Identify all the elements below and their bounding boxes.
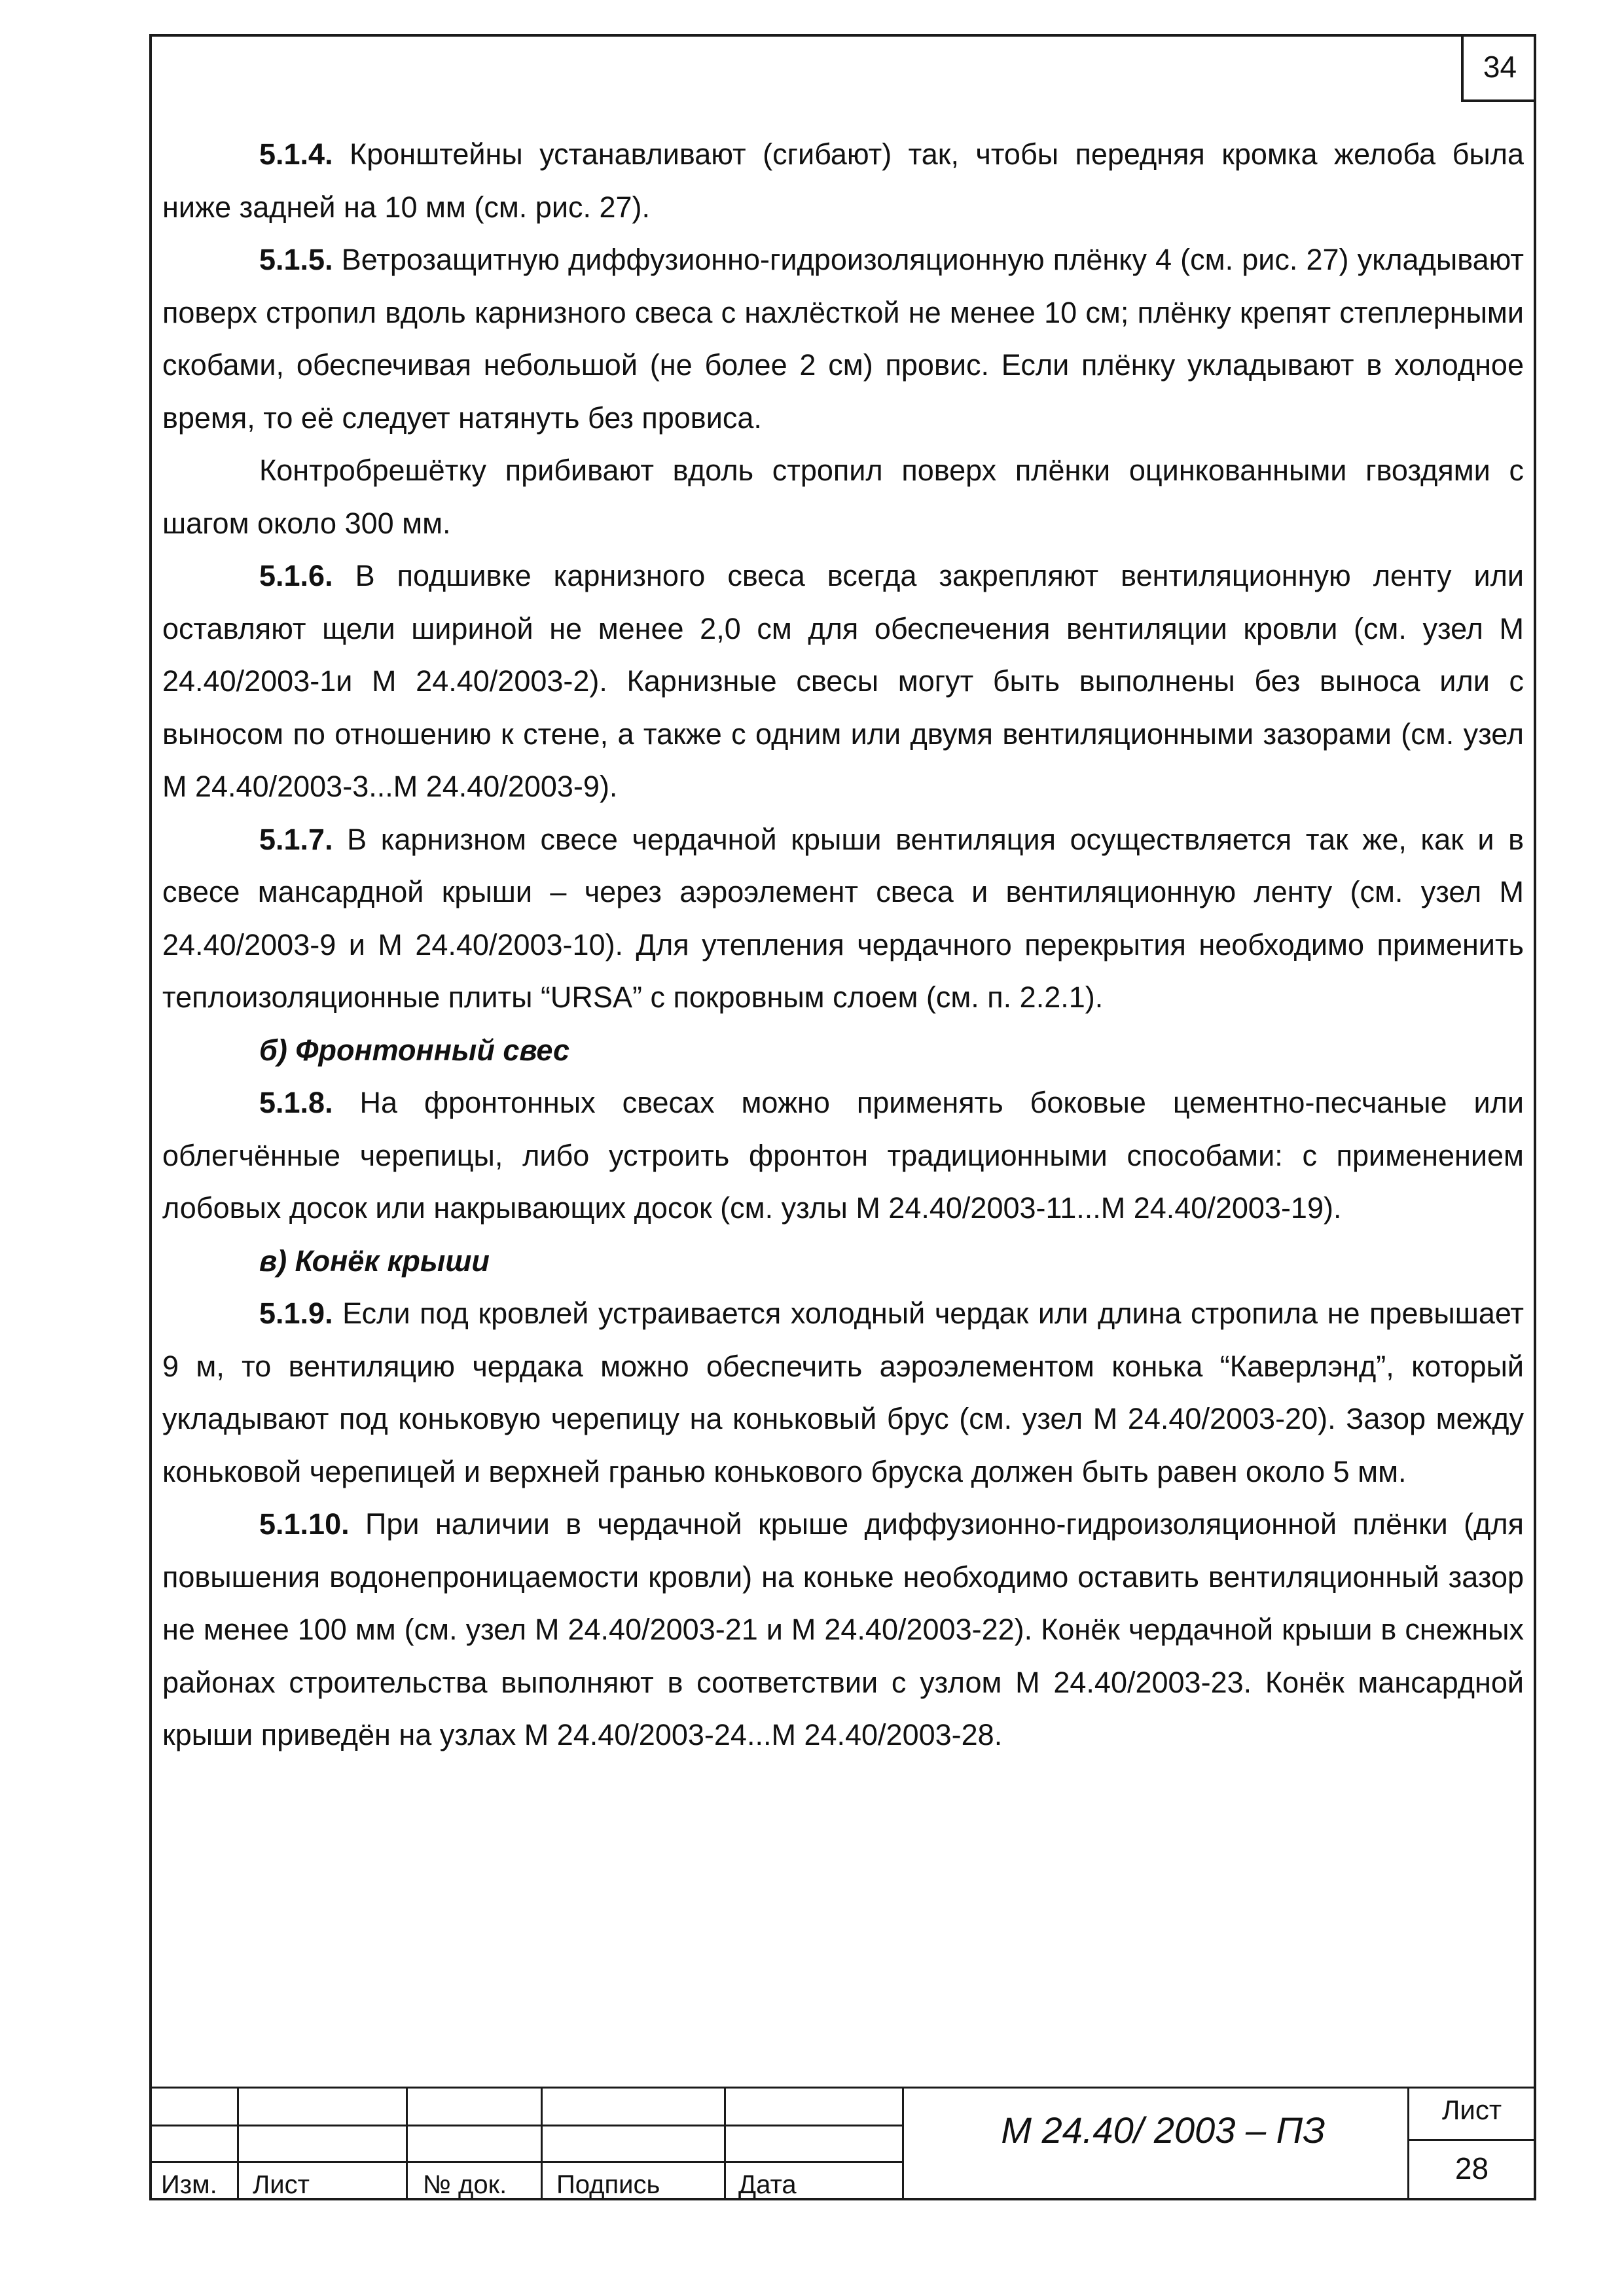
clause-number: 5.1.4.: [259, 137, 333, 171]
title-block-col-list: Лист: [253, 2170, 310, 2199]
subheading-text: б) Фронтонный свес: [259, 1033, 570, 1067]
paragraph: [162, 444, 1524, 550]
title-block-col-izm: Изм.: [161, 2170, 217, 2199]
sheet-number: 28: [1454, 2151, 1489, 2185]
paragraph-text: На фронтонных свесах можно применять боковые цементно-песчаные или облегчённые черепицы, либо устроить фронтон традиционными способами: с применением лобовых досок или накрывающих досок (см. узлы М 24.40/2003-11...М 24.40/2003-19).: [162, 1086, 1524, 1225]
clause-number: 5.1.7.: [259, 822, 333, 856]
paragraph: [162, 1077, 1524, 1235]
paragraph: [162, 1498, 1524, 1762]
title-block-col-signature: Подпись: [556, 2170, 660, 2199]
paragraph-text: Ветрозащитную диффузионно-гидроизоляционную плёнку 4 (см. рис. 27) укладывают поверх стропил вдоль карнизного свеса с нахлёсткой не менее 10 см; плёнку крепят степлерными скобами, обеспечивая небольшой (не более 2 см) провис. Если плёнку укладывают в холодное время, то её следует натянуть без провиса.: [162, 243, 1524, 435]
clause-number: 5.1.9.: [259, 1297, 333, 1330]
paragraph: [162, 814, 1524, 1024]
paragraph-text: Контробрешётку прибивают вдоль стропил поверх плёнки оцинкованными гвоздями с шагом около 300 мм.: [162, 454, 1524, 540]
paragraph: [162, 128, 1524, 234]
clause-number: 5.1.6.: [259, 559, 333, 592]
paragraph-text: Кронштейны устанавливают (сгибают) так, чтобы передняя кромка желоба была ниже задней на 10 мм (см. рис. 27).: [162, 137, 1524, 224]
section-subheading: [162, 1024, 1524, 1077]
paragraph: [162, 550, 1524, 814]
document-code: М 24.40/ 2003 – ПЗ: [1001, 2109, 1326, 2151]
section-subheading: [162, 1235, 1524, 1288]
clause-number: 5.1.5.: [259, 243, 333, 276]
paragraph: [162, 1287, 1524, 1498]
clause-number: 5.1.8.: [259, 1086, 333, 1119]
clause-number: 5.1.10.: [259, 1507, 350, 1541]
paragraph: [162, 234, 1524, 444]
paragraph-text: В карнизном свесе чердачной крыши вентиляция осуществляется так же, как и в свесе мансардной крыши – через аэроэлемент свеса и вентиляционную ленту (см. узел М 24.40/2003-9 и М 24.40/2003-10). Для утепления чердачного перекрытия необходимо применить теплоизоляционные плиты “URSA” с покровным слоем (см. п. 2.2.1).: [162, 822, 1524, 1014]
title-block-col-doc: № док.: [423, 2170, 507, 2199]
paragraph-text: При наличии в чердачной крыше диффузионно-гидроизоляционной плёнки (для повышения водонепроницаемости кровли) на коньке необходимо оставить вентиляционный зазор не менее 100 мм (см. узел М 24.40/2003-21 и М 24.40/2003-22). Конёк чердачной крыши в снежных районах строительства выполняют в соответствии с узлом М 24.40/2003-23. Конёк мансардной крыши приведён на узлах М 24.40/2003-24...М 24.40/2003-28.: [162, 1507, 1524, 1751]
title-block-col-date: Дата: [738, 2170, 797, 2199]
paragraph-text: В подшивке карнизного свеса всегда закрепляют вентиляционную ленту или оставляют щели шириной не менее 2,0 см для обеспечения вентиляции кровли (см. узел М 24.40/2003-1и М 24.40/2003-2). Карнизные свесы могут быть выполнены без выноса или с выносом по отношению к стене, а также с одним или двумя вентиляционными зазорами (см. узел М 24.40/2003-3...М 24.40/2003-9).: [162, 559, 1524, 803]
paragraph-text: Если под кровлей устраивается холодный чердак или длина стропила не превышает 9 м, то вентиляцию чердака можно обеспечить аэроэлементом конька “Каверлэнд”, который укладывают под коньковую черепицу на коньковый брус (см. узел М 24.40/2003-20). Зазор между коньковой черепицей и верхней гранью конькового бруска должен быть равен около 5 мм.: [162, 1297, 1524, 1488]
sheet-label: Лист: [1441, 2094, 1502, 2125]
subheading-text: в) Конёк крыши: [259, 1244, 490, 1278]
document-body: [162, 128, 1524, 1762]
page-number: 34: [1461, 34, 1536, 102]
